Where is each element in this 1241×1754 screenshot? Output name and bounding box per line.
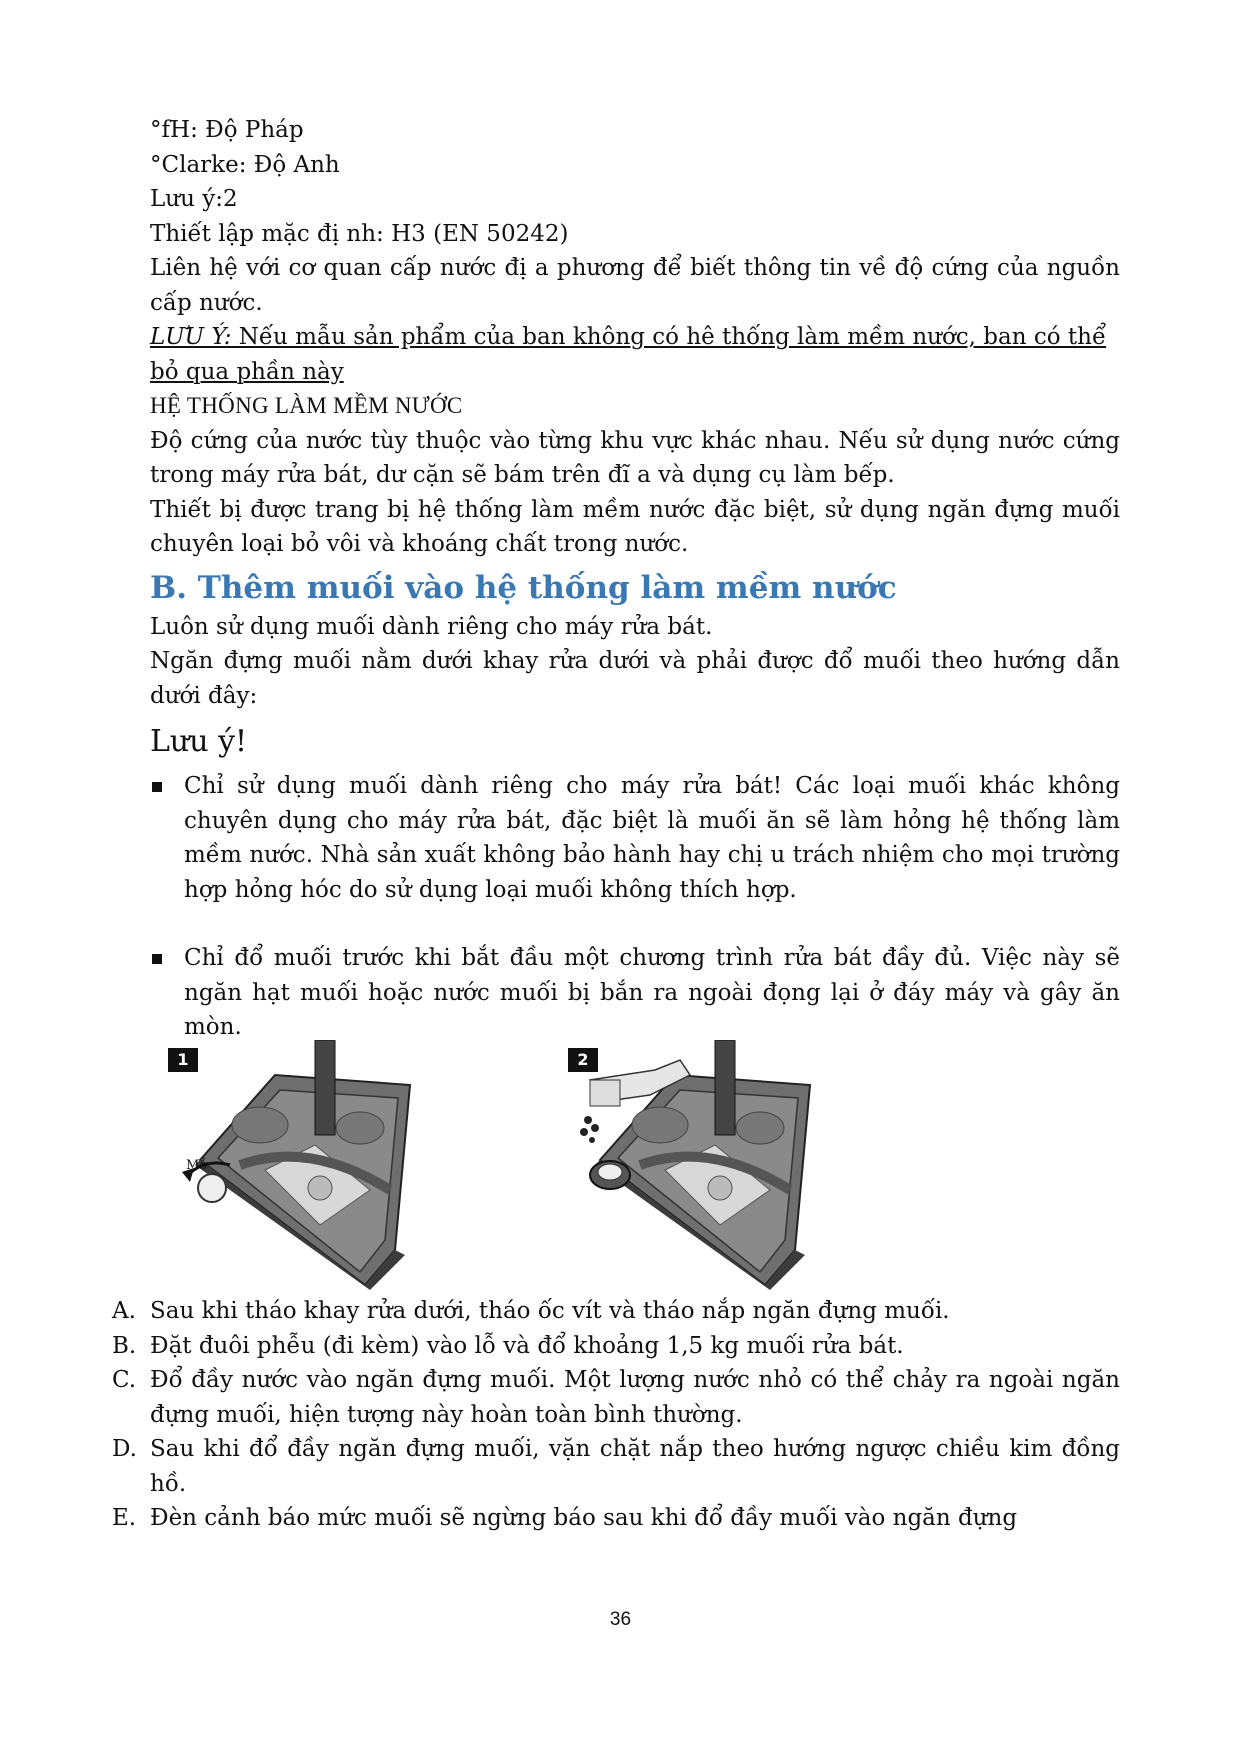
softener-note [150,320,1120,389]
step-item [112,1432,1120,1501]
steps-list [112,1294,1120,1536]
bullet-text: Chỉ đổ muối trước khi bắt đầu một chương trình rửa bát đầy đủ. Việc này sẽ ngăn hạt muối hoặc nước muối bị bắn ra ngoài đọng lại ở đáy máy và gây ăn mòn. [184,945,1120,1040]
step-item [112,1363,1120,1432]
step-text: Đổ đầy nước vào ngăn đựng muối. Một lượng nước nhỏ có thể chảy ra ngoài ngăn đựng muối, hiện tượng này hoàn toàn bình thường. [150,1367,1120,1428]
step-item [112,1294,1120,1329]
page-number: 36 [609,1609,632,1630]
bullet-item [150,941,1120,1045]
square-bullet-icon [152,954,162,964]
step-letter: A. [112,1298,136,1324]
step-text: Sau khi tháo khay rửa dưới, tháo ốc vít và tháo nắp ngăn đựng muối. [150,1298,950,1324]
figure-number-badge: 1 [168,1048,198,1072]
step-letter: D. [112,1436,137,1462]
step-item [112,1501,1120,1536]
bullet-item [150,769,1120,907]
note-2-line: Lưu ý:2 [150,186,238,212]
note-text: Nếu mẫu sản phẩm của ban không có hê thống làm mềm nước, ban có thể bỏ qua phần này [150,324,1107,385]
hardness-paragraph: Độ cứng của nước tùy thuộc vào từng khu vực khác nhau. Nếu sử dụng nước cứng trong máy rửa bát, dư cặn sẽ bám trên đĩ a và dụng cụ làm bếp. [150,427,1120,488]
section-b-heading: B. Thêm muối vào hệ thống làm mềm nước [150,569,897,606]
unit-fh-line: °fH: Độ Pháp [150,117,304,143]
softener-paragraph: Thiết bị được trang bị hệ thống làm mềm nước đặc biệt, sử dụng ngăn đựng muối chuyên loại bỏ vôi và khoáng chất trong nước. [150,496,1120,557]
figure-fill-salt [560,1040,960,1290]
open-label: Mở [186,1158,208,1173]
bullet-text: Chỉ sử dụng muối dành riêng cho máy rửa bát! Các loại muối khác không chuyên dụng cho máy rửa bát, đặc biệt là muối ăn sẽ làm hỏng hệ thống làm mềm nước. Nhà sản xuất không bảo hành hay chị u trách nhiệm cho mọi trường hợp hỏng hóc do sử dụng loại muối không thích hợp. [184,773,1120,903]
main-content [150,113,1120,1045]
figure-open-cap [160,1040,560,1290]
figure-number-badge: 2 [568,1048,598,1072]
step-item [112,1329,1120,1364]
contact-paragraph: Liên hệ với cơ quan cấp nước đị a phương để biết thông tin về độ cứng của nguồn cấp nước. [150,255,1120,316]
square-bullet-icon [152,782,162,792]
step-text: Đèn cảnh báo mức muối sẽ ngừng báo sau khi đổ đầy muối vào ngăn đựng [150,1505,1018,1531]
step-letter: C. [112,1367,137,1393]
dishwasher-tray-funnel-illustration [560,1040,960,1290]
step-text: Đặt đuôi phễu (đi kèm) vào lỗ và đổ khoảng 1,5 kg muối rửa bát. [150,1332,904,1359]
default-setting-line: Thiết lập mặc đị nh: H3 (EN 50242) [150,220,569,247]
step-letter: E. [112,1505,137,1531]
salt-figures [160,1040,1120,1290]
intro-line-1: Luôn sử dụng muối dành riêng cho máy rửa bát. [150,613,713,640]
unit-clarke-line: °Clarke: Độ Anh [150,151,340,178]
dishwasher-tray-illustration [160,1040,560,1290]
step-text: Sau khi đổ đầy ngăn đựng muối, vặn chặt nắp theo hướng ngược chiều kim đồng hồ. [150,1436,1120,1497]
intro-line-2: Ngăn đựng muối nằm dưới khay rửa dưới và phải được đổ muối theo hướng dẫn dưới đây: [150,648,1120,709]
note-lead: LƯU Ý: [150,324,232,350]
caution-title: Lưu ý! [150,724,248,759]
section-caps-title: HỆ THỐNG LÀM MỀM NƯỚC [150,393,463,418]
step-letter: B. [112,1332,137,1359]
